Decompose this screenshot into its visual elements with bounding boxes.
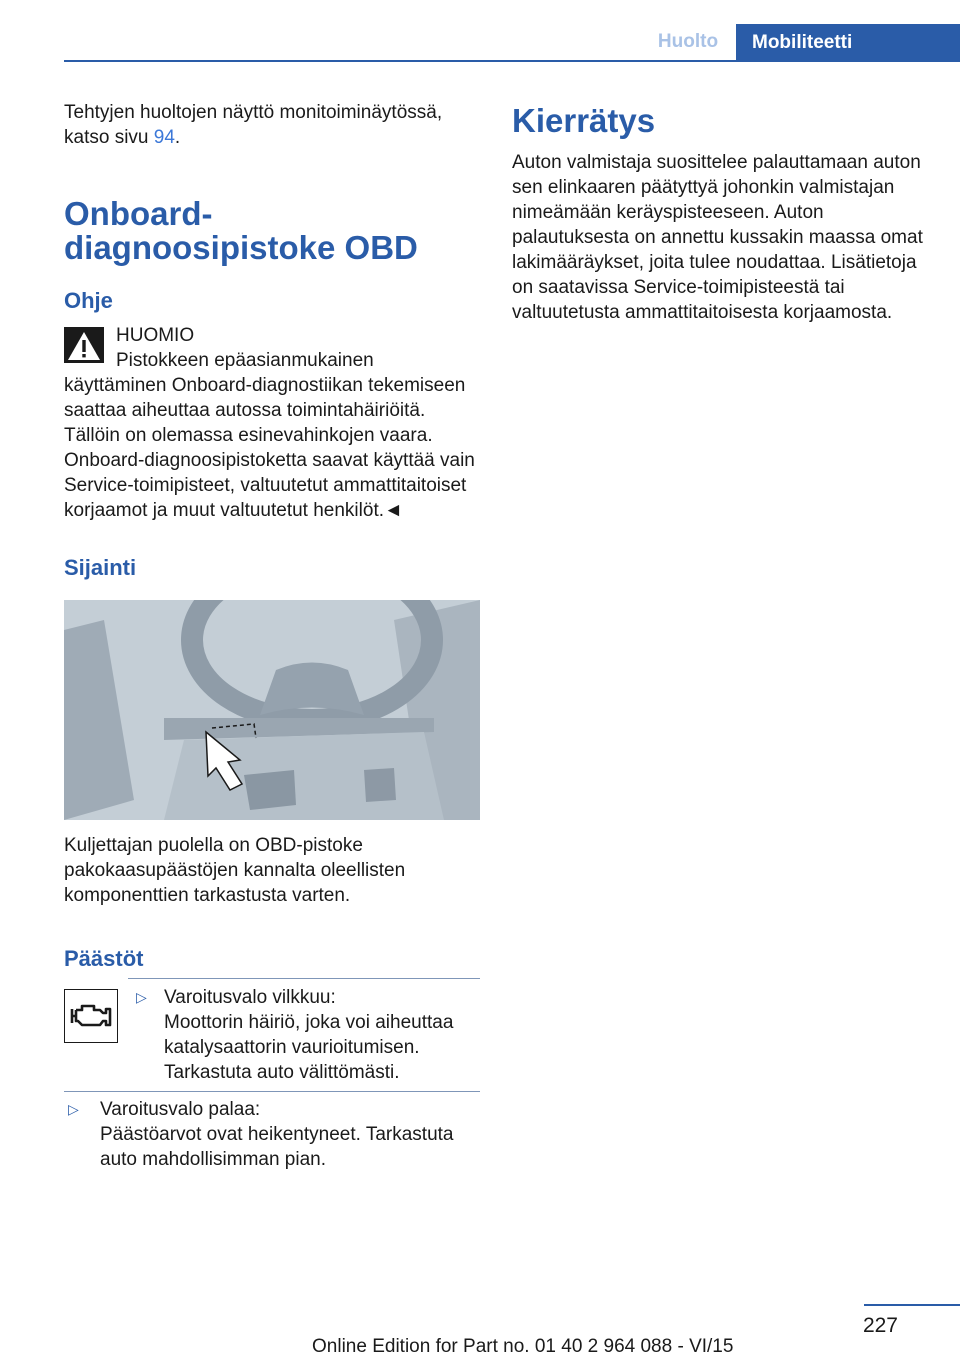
header-rule [64,60,960,62]
list-separator [64,1091,480,1092]
emission-list [64,985,480,1172]
intro-end: . [174,127,181,148]
tab-mobiliteetti[interactable]: Mobiliteetti [736,24,960,62]
heading-sijainti: Sijainti [64,555,137,580]
list-item [64,1097,480,1172]
heading-kierratys: Kierrätys [512,102,656,139]
warning-block [64,323,480,523]
left-column [64,100,480,1172]
page-link-94[interactable]: 94 [153,127,175,148]
list-item [64,985,480,1085]
list-item-title: Varoitusvalo palaa: [100,1099,261,1120]
list-separator [128,978,480,979]
tab-huolto[interactable]: Huolto [657,31,719,52]
right-column [512,104,928,325]
intro-paragraph [64,100,480,150]
intro-text: Tehtyjen huoltojen näyttö monitoiminäytössä, katso sivu [64,102,443,148]
obd-location-photo [64,600,480,820]
heading-ohje: Ohje [64,288,113,313]
bullet-triangle-icon: ▷ [136,989,147,1005]
list-item-text: Päästöarvot ovat heikentyneet. Tarkastuta auto mahdollisimman pian. [100,1124,454,1170]
page-number: 227 [862,1314,898,1337]
kierratys-text: Auton valmistaja suosittelee palauttamaan auton sen elinkaaren päätyttyä johonkin valmistajan nimeämään keräyspisteeseen. Auton palautuksesta on annettu kussakin maassa omat lakimääräykset, joita tulee noudattaa. Lisätietoja on saatavissa Service-toimipisteestä tai valtuutetusta ammattitaitoisesta korjaamosta. [512,152,923,323]
warning-text: Pistokkeen epäasianmukainen käyttäminen Onboard-diagnostiikan tekemiseen saattaa aiheuttaa autossa toimintahäiriöitä. Tällöin on olemassa esinevahinkojen vaara. Onboard-diagnoosipistoketta saavat käyttää vain Service-toimipisteet, valtuutetut ammattitaitoiset korjaamot ja muut valtuutetut henkilöt.◄ [64,350,475,521]
footer-rule [864,1304,960,1306]
warning-title: HUOMIO [116,325,195,346]
heading-paastot: Päästöt [64,946,144,971]
list-item-title: Varoitusvalo vilkkuu: [164,987,336,1008]
heading-obd: Onboard-diagnoosipistoke OBD [64,195,418,266]
bullet-triangle-icon: ▷ [68,1101,79,1117]
list-item-text: Moottorin häiriö, joka voi aiheuttaa katalysaattorin vaurioitumisen. Tarkastuta auto välittömästi. [164,1012,454,1083]
warning-triangle-icon [64,327,104,363]
edition-footer: Online Edition for Part no. 01 40 2 964 088 - VI/15 [312,1336,734,1357]
photo-caption: Kuljettajan puolella on OBD-pistoke pakokaasupäästöjen kannalta oleellisten komponenttien tarkastusta varten. [64,835,406,906]
